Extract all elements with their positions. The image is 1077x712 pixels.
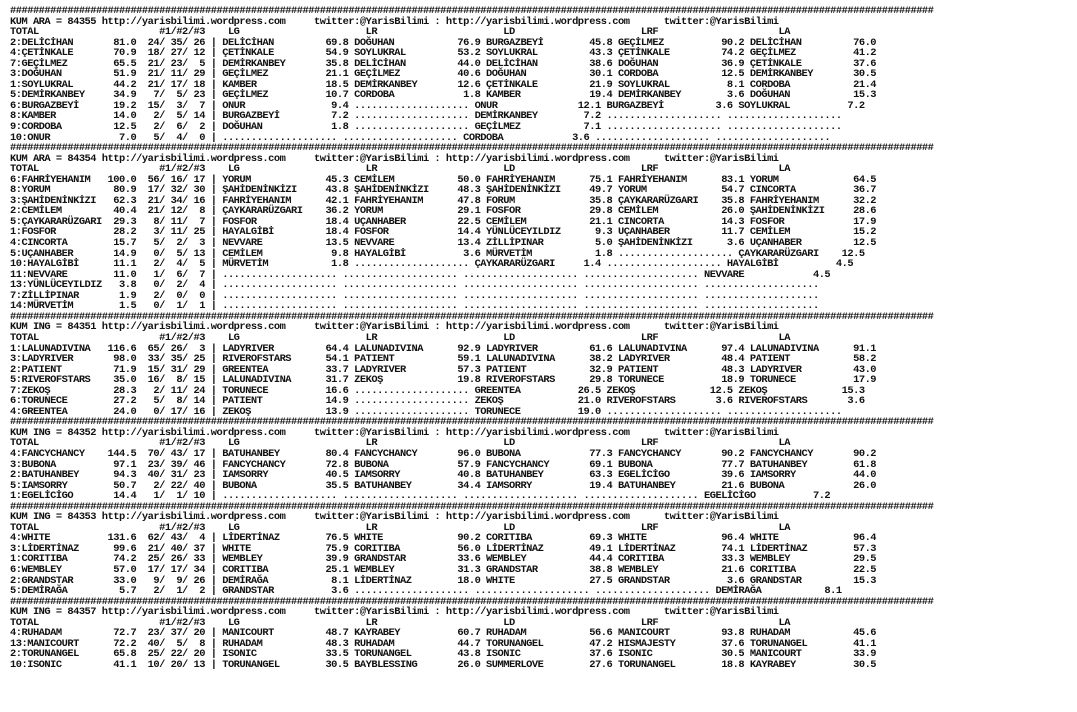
column-header: TOTAL #1/#2/#3 LG LR LD LRF LA bbox=[10, 437, 791, 450]
table-row: 3:LADYRIVER 98.0 33/ 35/ 25 | RIVEROFSTARS 54.1 PATIENT 59.1 LALUNADIVINA 38.2 LADYRIVER 48.4 PATIENT 58.2 bbox=[10, 353, 877, 366]
table-row: 7:GEÇİLMEZ 65.5 21/ 23/ 5 | DEMİRKANBEY 35.8 DELİCİHAN 44.0 DELİCİHAN 38.6 DOĞUHAN 36.9 ÇETİNKALE 37.6 bbox=[10, 57, 877, 70]
section-divider: ################################################################################################################################################################# bbox=[10, 142, 934, 155]
table-row: 5:DEMİRAĞA 5.7 2/ 1/ 2 | GRANDSTAR 3.6 .................... .................... .................... DEMİRAĞA 8.1 bbox=[10, 585, 842, 598]
table-row: 5:RIVEROFSTARS 35.0 16/ 8/ 15 | LALUNADIVINA 31.7 ZEKOŞ 19.8 RIVEROFSTARS 29.8 TORUNECE 18.9 TORUNECE 17.9 bbox=[10, 374, 877, 387]
table-row: 5:ÇAYKARARÜZGARI 29.3 8/ 11/ 7 | FOSFOR 18.4 UÇANHABER 22.5 CEMİLEM 21.1 CINCORTA 14.3 FOSFOR 17.9 bbox=[10, 215, 877, 228]
table-row: 6:TORUNECE 27.2 5/ 8/ 14 | PATIENT 14.9 .................... ZEKOŞ 21.0 RIVEROFSTARS 3.6 RIVEROFSTARS 3.6 bbox=[10, 395, 865, 408]
table-row: 7:ZİLLİPINAR 1.9 2/ 0/ 0 | .................... .................... .................... .................... .................... bbox=[10, 289, 819, 302]
table-row: 4:GREENTEA 24.0 0/ 17/ 16 | ZEKOŞ 13.9 .................... TORUNECE 19.0 .................... .................... bbox=[10, 405, 842, 418]
table-row: 5:IAMSORRY 50.7 2/ 22/ 40 | BUBONA 35.5 BATUHANBEY 34.4 IAMSORRY 19.4 BATUHANBEY 21.6 BUBONA 26.0 bbox=[10, 479, 877, 492]
section-divider: ################################################################################################################################################################# bbox=[10, 595, 934, 608]
table-row: 7:ZEKOŞ 28.3 2/ 11/ 24 | TORUNECE 16.6 .................... GREENTEA 26.5 ZEKOŞ 12.5 ZEKOŞ 15.3 bbox=[10, 384, 865, 397]
table-row: 5:DEMİRKANBEY 34.9 7/ 5/ 23 | GEÇİLMEZ 10.7 CORDOBA 1.8 KAMBER 19.4 DEMİRKANBEY 3.6 DOĞUHAN 15.3 bbox=[10, 89, 877, 102]
section-divider: ################################################################################################################################################################# bbox=[10, 500, 934, 513]
table-row: 1:CORITIBA 74.2 25/ 26/ 33 | WEMBLEY 39.9 GRANDSTAR 33.6 WEMBLEY 44.4 CORITIBA 33.3 WEMBLEY 29.5 bbox=[10, 553, 877, 566]
table-row: 5:UÇANHABER 14.9 0/ 5/ 13 | CEMİLEM 9.8 HAYALGİBİ 3.6 MÜRVETİM 1.8 .................... ÇAYKARARÜZGARI 12.5 bbox=[10, 247, 865, 260]
table-row: 10:ONUR 7.0 5/ 4/ 0 | .................... .................... CORDOBA 3.6 .................... .................... bbox=[10, 131, 831, 144]
table-row: 4:RUHADAM 72.7 23/ 37/ 20 | MANICOURT 48.7 KAYRABEY 60.7 RUHADAM 56.6 MANICOURT 93.8 RUHADAM 45.6 bbox=[10, 627, 877, 640]
race-header: KUM ING = 84353 http://yarisbilimi.wordpress.com twitter:@YarisBilimi : http://yarisbilimi.wordpress.com twitter:@YarisBilimi bbox=[10, 511, 779, 524]
table-row: 2:PATIENT 71.9 15/ 31/ 29 | GREENTEA 33.7 LADYRIVER 57.3 PATIENT 32.9 PATIENT 48.3 LADYRIVER 43.0 bbox=[10, 363, 877, 376]
table-row: 4:CINCORTA 15.7 5/ 2/ 3 | NEVVARE 13.5 NEVVARE 13.4 ZİLLİPINAR 5.0 ŞAHİDENİNKİZI 3.6 UÇANHABER 12.5 bbox=[10, 237, 877, 250]
table-row: 13:YÜNLÜCEYILDIZ 3.8 0/ 2/ 4 | .................... .................... .................... .................... .................... bbox=[10, 279, 819, 292]
table-row: 4:FANCYCHANCY 144.5 70/ 43/ 17 | BATUHANBEY 80.4 FANCYCHANCY 96.0 BUBONA 77.3 FANCYCHANCY 90.2 FANCYCHANCY 90.2 bbox=[10, 447, 877, 460]
table-row: 1:FOSFOR 28.2 3/ 11/ 25 | HAYALGİBİ 18.4 FOSFOR 14.4 YÜNLÜCEYILDIZ 9.3 UÇANHABER 11.7 CEMİLEM 15.2 bbox=[10, 226, 877, 239]
table-row: 8:YORUM 80.9 17/ 32/ 30 | ŞAHİDENİNKİZI 43.8 ŞAHİDENİNKİZI 48.3 ŞAHİDENİNKİZI 49.7 YORUM 54.7 CINCORTA 36.7 bbox=[10, 184, 877, 197]
table-row: 1:EGELİCİGO 14.4 1/ 1/ 10 | .................... .................... .................... .................... EGELİCİGO 7.2 bbox=[10, 490, 831, 503]
table-row: 2:DELİCİHAN 81.0 24/ 35/ 26 | DELİCİHAN 69.8 DOĞUHAN 76.9 BURGAZBEYİ 45.8 GEÇİLMEZ 90.2 DELİCİHAN 76.0 bbox=[10, 36, 877, 49]
table-row: 3:ŞAHİDENİNKİZI 62.3 21/ 34/ 16 | FAHRİYEHANIM 42.1 FAHRİYEHANIM 47.8 FORUM 35.8 ÇAYKARARÜZGARI 35.8 FAHRİYEHANIM 32.2 bbox=[10, 194, 877, 207]
table-row: 3:BUBONA 97.1 23/ 39/ 46 | FANCYCHANCY 72.8 BUBONA 57.9 FANCYCHANCY 69.1 BUBONA 77.7 BATUHANBEY 61.8 bbox=[10, 458, 877, 471]
column-header: TOTAL #1/#2/#3 LG LR LD LRF LA bbox=[10, 616, 791, 629]
column-header: TOTAL #1/#2/#3 LG LR LD LRF LA bbox=[10, 331, 791, 344]
race-header: KUM ARA = 84355 http://yarisbilimi.wordpress.com twitter:@YarisBilimi : http://yarisbilimi.wordpress.com twitter:@YarisBilimi bbox=[10, 15, 779, 28]
table-row: 2:TORUNANGEL 65.8 25/ 22/ 20 | ISONIC 33.5 TORUNANGEL 43.8 ISONIC 37.6 ISONIC 30.5 MANICOURT 33.9 bbox=[10, 648, 877, 661]
table-row: 4:ÇETİNKALE 70.9 18/ 27/ 12 | ÇETİNKALE 54.9 SOYLUKRAL 53.2 SOYLUKRAL 43.3 ÇETİNKALE 74.2 GEÇİLMEZ 41.2 bbox=[10, 47, 877, 60]
table-row: 2:GRANDSTAR 33.0 9/ 9/ 26 | DEMİRAĞA 8.1 LİDERTİNAZ 18.0 WHITE 27.5 GRANDSTAR 3.6 GRANDSTAR 15.3 bbox=[10, 574, 877, 587]
table-row: 1:SOYLUKRAL 44.2 21/ 17/ 18 | KAMBER 18.5 DEMİRKANBEY 12.6 ÇETİNKALE 21.9 SOYLUKRAL 8.1 CORDOBA 21.4 bbox=[10, 78, 877, 91]
table-row: 6:FAHRİYEHANIM 100.0 56/ 16/ 17 | YORUM 45.3 CEMİLEM 50.0 FAHRİYEHANIM 75.1 FAHRİYEHANIM 83.1 YORUM 64.5 bbox=[10, 173, 877, 186]
table-row: 6:BURGAZBEYİ 19.2 15/ 3/ 7 | ONUR 9.4 .................... ONUR 12.1 BURGAZBEYİ 3.6 SOYLUKRAL 7.2 bbox=[10, 99, 865, 112]
table-row: 3:DOĞUHAN 51.9 21/ 11/ 29 | GEÇİLMEZ 21.1 GEÇİLMEZ 40.6 DOĞUHAN 30.1 CORDOBA 12.5 DEMİRKANBEY 30.5 bbox=[10, 68, 877, 81]
table-row: 9:CORDOBA 12.5 2/ 6/ 2 | DOĞUHAN 1.8 .................... GEÇİLMEZ 7.1 .................... .................... bbox=[10, 121, 842, 134]
table-row: 11:NEVVARE 11.0 1/ 6/ 7 | .................... .................... .................... .................... NEVVARE 4.5 bbox=[10, 268, 831, 281]
race-header: KUM ING = 84351 http://yarisbilimi.wordpress.com twitter:@YarisBilimi : http://yarisbilimi.wordpress.com twitter:@YarisBilimi bbox=[10, 321, 779, 334]
table-row: 6:WEMBLEY 57.0 17/ 17/ 34 | CORITIBA 25.1 WEMBLEY 31.3 GRANDSTAR 38.8 WEMBLEY 21.6 CORITIBA 22.5 bbox=[10, 563, 877, 576]
table-row: 2:BATUHANBEY 94.3 40/ 31/ 23 | IAMSORRY 40.5 IAMSORRY 40.8 BATUHANBEY 63.3 EGELİCİGO 39.6 IAMSORRY 44.0 bbox=[10, 469, 877, 482]
section-divider: ################################################################################################################################################################# bbox=[10, 310, 934, 323]
section-divider: ################################################################################################################################################################# bbox=[10, 5, 934, 17]
table-row: 3:LİDERTİNAZ 99.6 21/ 40/ 37 | WHITE 75.9 CORITIBA 56.0 LİDERTİNAZ 49.1 LİDERTİNAZ 74.1 LİDERTİNAZ 57.3 bbox=[10, 542, 877, 555]
table-row: 1:LALUNADIVINA 116.6 65/ 26/ 3 | LADYRIVER 64.4 LALUNADIVINA 92.9 LADYRIVER 61.6 LALUNADIVINA 97.4 LALUNADIVINA 91.1 bbox=[10, 342, 877, 355]
race-header: KUM ING = 84352 http://yarisbilimi.wordpress.com twitter:@YarisBilimi : http://yarisbilimi.wordpress.com twitter:@YarisBilimi bbox=[10, 426, 779, 439]
column-header: TOTAL #1/#2/#3 LG LR LD LRF LA bbox=[10, 26, 791, 39]
race-header: KUM ING = 84357 http://yarisbilimi.wordpress.com twitter:@YarisBilimi : http://yarisbilimi.wordpress.com twitter:@YarisBilimi bbox=[10, 606, 779, 619]
table-row: 8:KAMBER 14.0 2/ 5/ 14 | BURGAZBEYİ 7.2 .................... DEMİRKANBEY 7.2 .................... .................... bbox=[10, 110, 842, 123]
race-header: KUM ARA = 84354 http://yarisbilimi.wordpress.com twitter:@YarisBilimi : http://yarisbilimi.wordpress.com twitter:@YarisBilimi bbox=[10, 152, 779, 165]
column-header: TOTAL #1/#2/#3 LG LR LD LRF LA bbox=[10, 163, 791, 176]
table-row: 4:WHITE 131.6 62/ 43/ 4 | LİDERTİNAZ 76.5 WHITE 90.2 CORITIBA 69.3 WHITE 96.4 WHITE 96.4 bbox=[10, 532, 877, 545]
table-row: 10:HAYALGİBİ 11.1 2/ 4/ 5 | MÜRVETİM 1.8 .................... ÇAYKARARÜZGARI 1.4 .................... HAYALGİBİ 4.5 bbox=[10, 258, 854, 271]
section-divider: ################################################################################################################################################################# bbox=[10, 416, 934, 429]
table-row: 14:MÜRVETİM 1.5 0/ 1/ 1 | .................... .................... .................... .................... .................... bbox=[10, 300, 819, 313]
table-row: 10:ISONIC 41.1 10/ 20/ 13 | TORUNANGEL 30.5 BAYBLESSING 26.0 SUMMERLOVE 27.6 TORUNANGEL 18.8 KAYRABEY 30.5 bbox=[10, 658, 877, 671]
table-row: 13:MANICOURT 72.2 40/ 5/ 8 | RUHADAM 48.3 RUHADAM 44.7 TORUNANGEL 47.2 HISMAJESTY 37.6 TORUNANGEL 41.1 bbox=[10, 637, 877, 650]
column-header: TOTAL #1/#2/#3 LG LR LD LRF LA bbox=[10, 521, 791, 534]
table-row: 2:CEMİLEM 40.4 21/ 12/ 8 | ÇAYKARARÜZGARI 36.2 YORUM 29.1 FOSFOR 29.8 CEMİLEM 26.0 ŞAHİDENİNKİZI 28.6 bbox=[10, 205, 877, 218]
